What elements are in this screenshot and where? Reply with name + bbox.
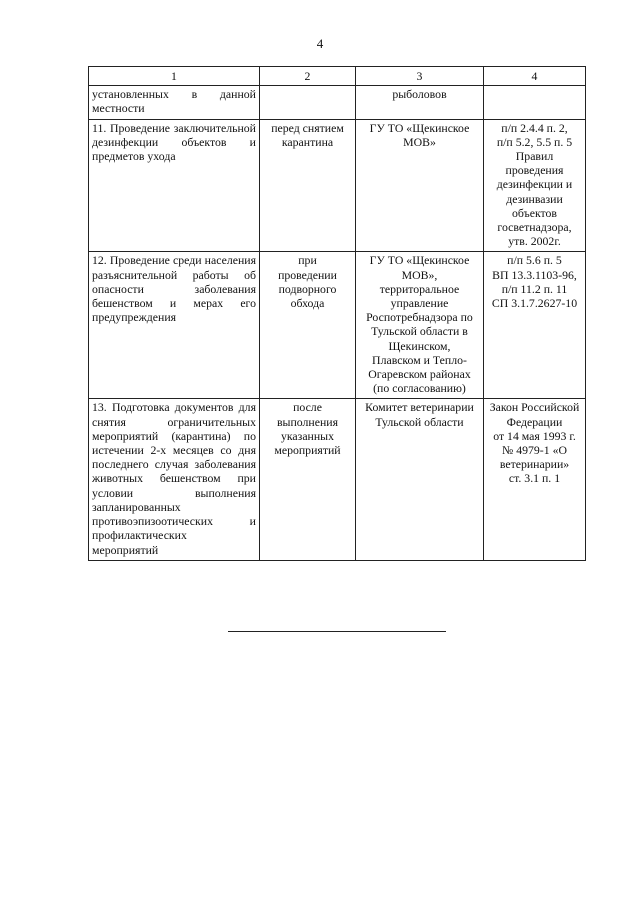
table-header-row [89, 67, 586, 86]
row-4-responsible: Комитет ветеринарии Тульской области [356, 399, 484, 560]
row-2-measure: 11. Проведение заключительной дезинфекции объектов и предметов ухода [89, 119, 260, 252]
header-col-3: 3 [356, 67, 484, 86]
row-1-basis [484, 86, 586, 119]
table-row [89, 252, 586, 399]
header-col-1: 1 [89, 67, 260, 86]
row-1-responsible: рыболовов [356, 86, 484, 119]
row-4-basis: Закон Российской Федерации от 14 мая 1993 г. № 4979-1 «О ветеринарии» ст. 3.1 п. 1 [484, 399, 586, 560]
row-3-measure: 12. Проведение среди населения разъяснительной работы об опасности заболевания бешенством и мерах его предупреждения [89, 252, 260, 399]
header-col-4: 4 [484, 67, 586, 86]
page-number: 4 [316, 36, 324, 51]
row-3-timing: при проведении подворного обхода [260, 252, 356, 399]
row-2-basis: п/п 2.4.4 п. 2, п/п 5.2, 5.5 п. 5 Правил проведения дезинфекции и дезинвазии объектов госветнадзора, утв. 2002г. [484, 119, 586, 252]
header-col-2: 2 [260, 67, 356, 86]
row-1-timing [260, 86, 356, 119]
table-row [89, 119, 586, 252]
footer-rule [228, 631, 446, 632]
row-4-timing: после выполнения указанных мероприятий [260, 399, 356, 560]
measures-table [88, 66, 586, 561]
row-1-measure: установленных в данной местности [89, 86, 260, 119]
table-row [89, 86, 586, 119]
table-row [89, 399, 586, 560]
row-3-basis: п/п 5.6 п. 5 ВП 13.3.1103-96, п/п 11.2 п. 11 СП 3.1.7.2627-10 [484, 252, 586, 399]
row-3-responsible: ГУ ТО «Щекинское МОВ», территоральное управление Роспотребнадзора по Тульской области в Щекинском, Плавском и Тепло- Огаревском районах (по согласованию) [356, 252, 484, 399]
row-4-measure: 13. Подготовка документов для снятия ограничительных мероприятий (карантина) по истечении 2-х месяцев со дня последнего случая заболевания животных бешенством при условии выполнения запланированных противоэпизоотических и профилактических мероприятий [89, 399, 260, 560]
row-2-responsible: ГУ ТО «Щекинское МОВ» [356, 119, 484, 252]
row-2-timing: перед снятием карантина [260, 119, 356, 252]
